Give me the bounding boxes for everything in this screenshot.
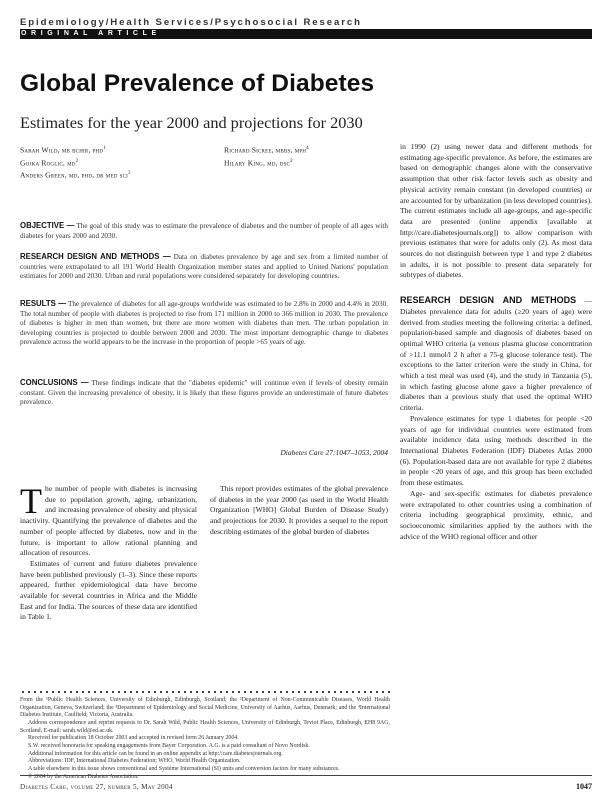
abstract-label: RESULTS — xyxy=(20,299,67,308)
body-column-3 xyxy=(400,142,592,542)
abstract-conclusions: CONCLUSIONS — These findings indicate that the "diabetes epidemic" will continue even if levels of obesity remain constant. Given the increasing prevalence of obesity, it is likely that these figures provide an underestimate of future diabetes prevalence. xyxy=(20,378,388,407)
journal-citation: Diabetes Care 27:1047–1053, 2004 xyxy=(280,448,388,457)
body-column-2 xyxy=(210,484,388,538)
footnote: Abbreviations: IDF, International Diabetes Federation; WHO, World Health Organization. xyxy=(28,758,241,765)
abstract-label: OBJECTIVE — xyxy=(20,221,75,230)
footnote: Additional information for this article can be found in an online appendix at http://care.diabetesjournals.org. xyxy=(28,750,283,757)
body-paragraph: Prevalence estimates for type 1 diabetes for people <20 years of age for individual countries were estimated from available incidence data using methods described in the International Diabetes Federation (IDF) Diabetes Atlas 2000 (6). Population-based data are not available for type 2 diabetes in people <20 years of age, and this group has been excluded from these estimates. xyxy=(400,413,592,488)
author: Hilary King, md, dsc$^2$ xyxy=(224,158,293,168)
footnotes xyxy=(20,697,390,781)
running-head: Epidemiology/Health Services/Psychosocial Research xyxy=(20,17,362,28)
author: Richard Sicree, mbbs, mph$^4$ xyxy=(224,145,309,155)
author-list-left xyxy=(20,143,131,181)
footnote-separator xyxy=(20,690,390,694)
author: Anders Green, md, phd, dr med sci$^3$ xyxy=(20,170,131,180)
article-subtitle: Estimates for the year 2000 and projections for 2030 xyxy=(20,113,363,132)
page-number: 1047 xyxy=(576,782,592,791)
drop-cap: T xyxy=(20,481,42,521)
abstract-objective: OBJECTIVE — The goal of this study was to estimate the prevalence of diabetes and the number of people of all ages with diabetes for years 2000 and 2030. xyxy=(20,221,388,240)
author: Sarah Wild, mb bchir, phd$^1$ xyxy=(20,145,106,155)
footnote: Received for publication 18 October 2003 and accepted in revised form 26 January 2004. xyxy=(28,735,239,742)
body-paragraph: The number of people with diabetes is increasing due to population growth, aging, urbanization, and increasing prevalence of obesity and physical inactivity. Quantifying the prevalence of diabetes and the number of people affected by diabetes, now and in the future, is important to allow rational planning and allocation of resources. xyxy=(20,481,197,558)
article-type-bar xyxy=(20,29,592,39)
footnote: S.W. received honoraria for speaking engagements from Bayer Corporation. A.G. is a paid consultant of Novo Nordisk. xyxy=(28,742,310,749)
footnote: Address correspondence and reprint requests to Dr. Sarah Wild, Public Health Sciences, University of Edinburgh, Teviot Place, Edinburgh, EH8 9AG, Scotland. E-mail: sarah.wild@ed.ac.uk. xyxy=(20,719,390,734)
body-paragraph: Estimates of current and future diabetes prevalence have been published previously (1–3). Since these reports appeared, further epidemiological data have become available for several countries in Africa and the Middle East and for India. The sources of these data are identified in Table 1. xyxy=(20,558,197,622)
abstract-results: RESULTS — The prevalence of diabetes for all age-groups worldwide was estimated to be 2.8% in 2000 and 4.4% in 2030. The total number of people with diabetes is projected to rise from 171 million in 2000 to 366 million in 2030. The prevalence of diabetes is higher in men than women, but there are more women with diabetes than men. The urban population in developing countries is projected to double between 2000 and 2030. The most important demographic change to diabetes prevalence across the world appears to be the increase in the proportion of people >65 years of age. xyxy=(20,299,388,347)
body-paragraph: in 1990 (2) using newer data and different methods for estimating age-specific prevalence. As before, the estimates are based on demographic changes alone with the conservative assumption that other risk factor levels such as obesity and physical activity remain constant (in developed countries) or are accounted for by urbanization (in less developed countries). The current estimates include all age-groups, and age-specific data are presented (online appendix [available at http://care.diabetesjournals.org]) to allow comparison with previous estimates that were for adults only (2). As most data sources do not distinguish between type 1 and type 2 diabetes in adults, it is not possible to present data separately for subtypes of diabetes. xyxy=(400,142,592,280)
author: Gojka Roglic, $md^2$ xyxy=(20,158,79,168)
footer-rule xyxy=(20,775,592,776)
author-list-right xyxy=(224,143,309,168)
body-paragraph: Age- and sex-specific estimates for diabetes prevalence were extrapolated to other countries using a combination of criteria including geographical proximity, ethnic, and socioeconomic similarities applied by the authors with the advice of the WHO regional officer and other xyxy=(400,488,592,541)
section-heading: RESEARCH DESIGN AND METHODS xyxy=(400,295,577,306)
abstract-design: RESEARCH DESIGN AND METHODS — Data on diabetes prevalence by age and sex from a limited number of countries were extrapolated to all 191 World Health Organization member states and applied to United Nations' population estimates for 2000 and 2030. Urban and rural populations were considered separately for developing countries. xyxy=(20,252,389,281)
footnote: A table elsewhere in this issue shows conventional and Système International (SI) units and conversion factors for many substances. xyxy=(28,765,340,772)
abstract-label: RESEARCH DESIGN AND METHODS — xyxy=(20,252,171,261)
footnote: © 2004 by the American Diabetes Association. xyxy=(28,773,139,780)
footer-journal: Diabetes Care, volume 27, number 5, May 2004 xyxy=(20,783,173,791)
footnote: From the ¹Public Health Sciences, University of Edinburgh, Edinburgh, Scotland; the ²Department of Non-Communicable Diseases, World Health Organization, Geneva, Switzerland; the ³Department of Epidemiology and Social Medicine, University of Aarhus, Aarhus, Denmark; and the ⁴International Diabetes Institute, Caulfield, Victoria, Australia. xyxy=(20,697,390,719)
body-column-1 xyxy=(20,481,197,623)
article-title: Global Prevalence of Diabetes xyxy=(20,70,375,97)
body-paragraph: This report provides estimates of the global prevalence of diabetes in the year 2000 (as used in the World Health Organization [WHO] Global Burden of Disease Study) and projections for 2030. It provides a sequel to the report describing estimates of the global burden of diabetes xyxy=(210,484,388,536)
body-paragraph: RESEARCH DESIGN AND METHODS — Diabetes prevalence data for adults (≥20 years of age) were derived from studies meeting the following criteria: a defined, population-based sample and diagnosis of diabetes based on optimal WHO criteria (a venous plasma glucose concentration of >11.1 mmol/l 2 h after a 75-g glucose tolerance test). The exceptions to the latter criterion were the study in China, for which a test meal was used (4), and the study in Tanzania (5), in which fasting glucose alone gave a higher prevalence of diabetes than a previous study that used the optimal WHO criteria. xyxy=(400,295,592,413)
article-type: ORIGINAL ARTICLE xyxy=(21,30,161,37)
abstract-label: CONCLUSIONS — xyxy=(20,378,89,387)
